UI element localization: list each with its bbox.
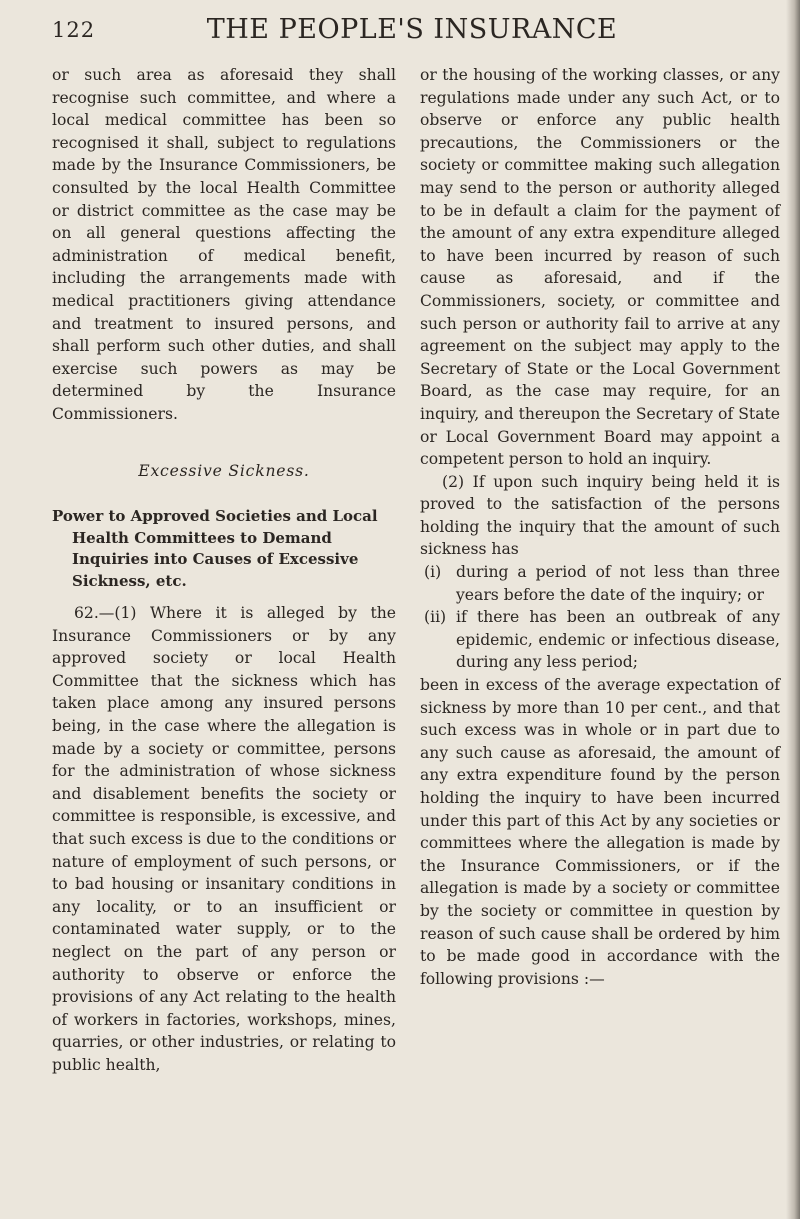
list-item [420,561,780,606]
section-heading: Excessive Sickness. [138,461,310,480]
page-header [52,14,772,48]
final-paragraph: been in excess of the average expectation of sickness by more than 10 per cent., and that such excess was in whole or in part due to any such cause as aforesaid, the amount of any extra expenditure found by the person holding the inquiry to have been incurred under this part of this Act by any societies or committees where the allegation is made by the Insurance Commissioners, or if the allegation is made by a society or committee by the society or committee in question by reason of such cause shall be ordered by him to be made good in accordance with the following provisions :— [420,676,780,988]
marginal-subheading: Power to Approved Societies and Local Health Committees to Demand Inquiries into Causes of Excessive Sickness, etc. [52,507,378,590]
intro-paragraph: or such area as aforesaid they shall recognise such committee, and where a local medical committee has been so recognised it shall, subject to regulations made by the Insurance Commissioners, be consulted by the local Health Committee or district committee as the case may be on all general questions affecting the administration of medical benefit, including the arrangements made with medical practitioners giving attendance and treatment to insured persons, and shall perform such other duties, and shall exercise such powers as may be determined by the Insurance Commissioners. [52,66,396,423]
left-column [52,64,396,1077]
page-number: 122 [52,18,96,42]
list-item-number: (ii) [424,608,447,627]
right-column [420,64,780,990]
running-title: THE PEOPLE'S INSURANCE [206,14,618,45]
list-item-text: during a period of not less than three years before the date of the inquiry; or [456,563,780,604]
subsection-2-paragraph: (2) If upon such inquiry being held it is proved to the satisfaction of the persons holding the inquiry that the amount of such sickness has [420,472,780,559]
page-edge-shadow [786,0,800,1219]
continuation-paragraph: or the housing of the working classes, or any regulations made under any such Act, or to observe or enforce any public health precautions, the Commissioners or the society or committee making such allegation may send to the person or authority alleged to be in default a claim for the payment of the amount of any extra expenditure alleged to have been incurred by reason of such cause as aforesaid, and if the Commissioners, society, or committee and such person or authority fail to arrive at any agreement on the subject may apply to the Secretary of State or the Local Government Board, as the case may require, for an inquiry, and thereupon the Secretary of State or Local Government Board may appoint a competent person to hold an inquiry. [420,66,780,469]
list-item-text: if there has been an outbreak of any epidemic, endemic or infectious disease, during any less period; [456,608,780,672]
list-item-number: (i) [424,563,442,582]
list-item [420,606,780,674]
section-62-paragraph: 62.—(1) Where it is alleged by the Insurance Commissioners or by any approved society or local Health Committee that the sickness which has taken place among any insured persons being, in the case where the allegation is made by a society or committee, persons for the administration of whose sickness and disablement benefits the society or committee is responsible, is excessive, and that such excess is due to the conditions or nature of employment of such persons, or to bad housing or insanitary conditions in any locality, or to an insufficient or contaminated water supply, or to the neglect on the part of any person or authority to observe or enforce the provisions of any Act relating to the health of workers in factories, workshops, mines, quarries, or other industries, or relating to public health, [52,604,396,1074]
